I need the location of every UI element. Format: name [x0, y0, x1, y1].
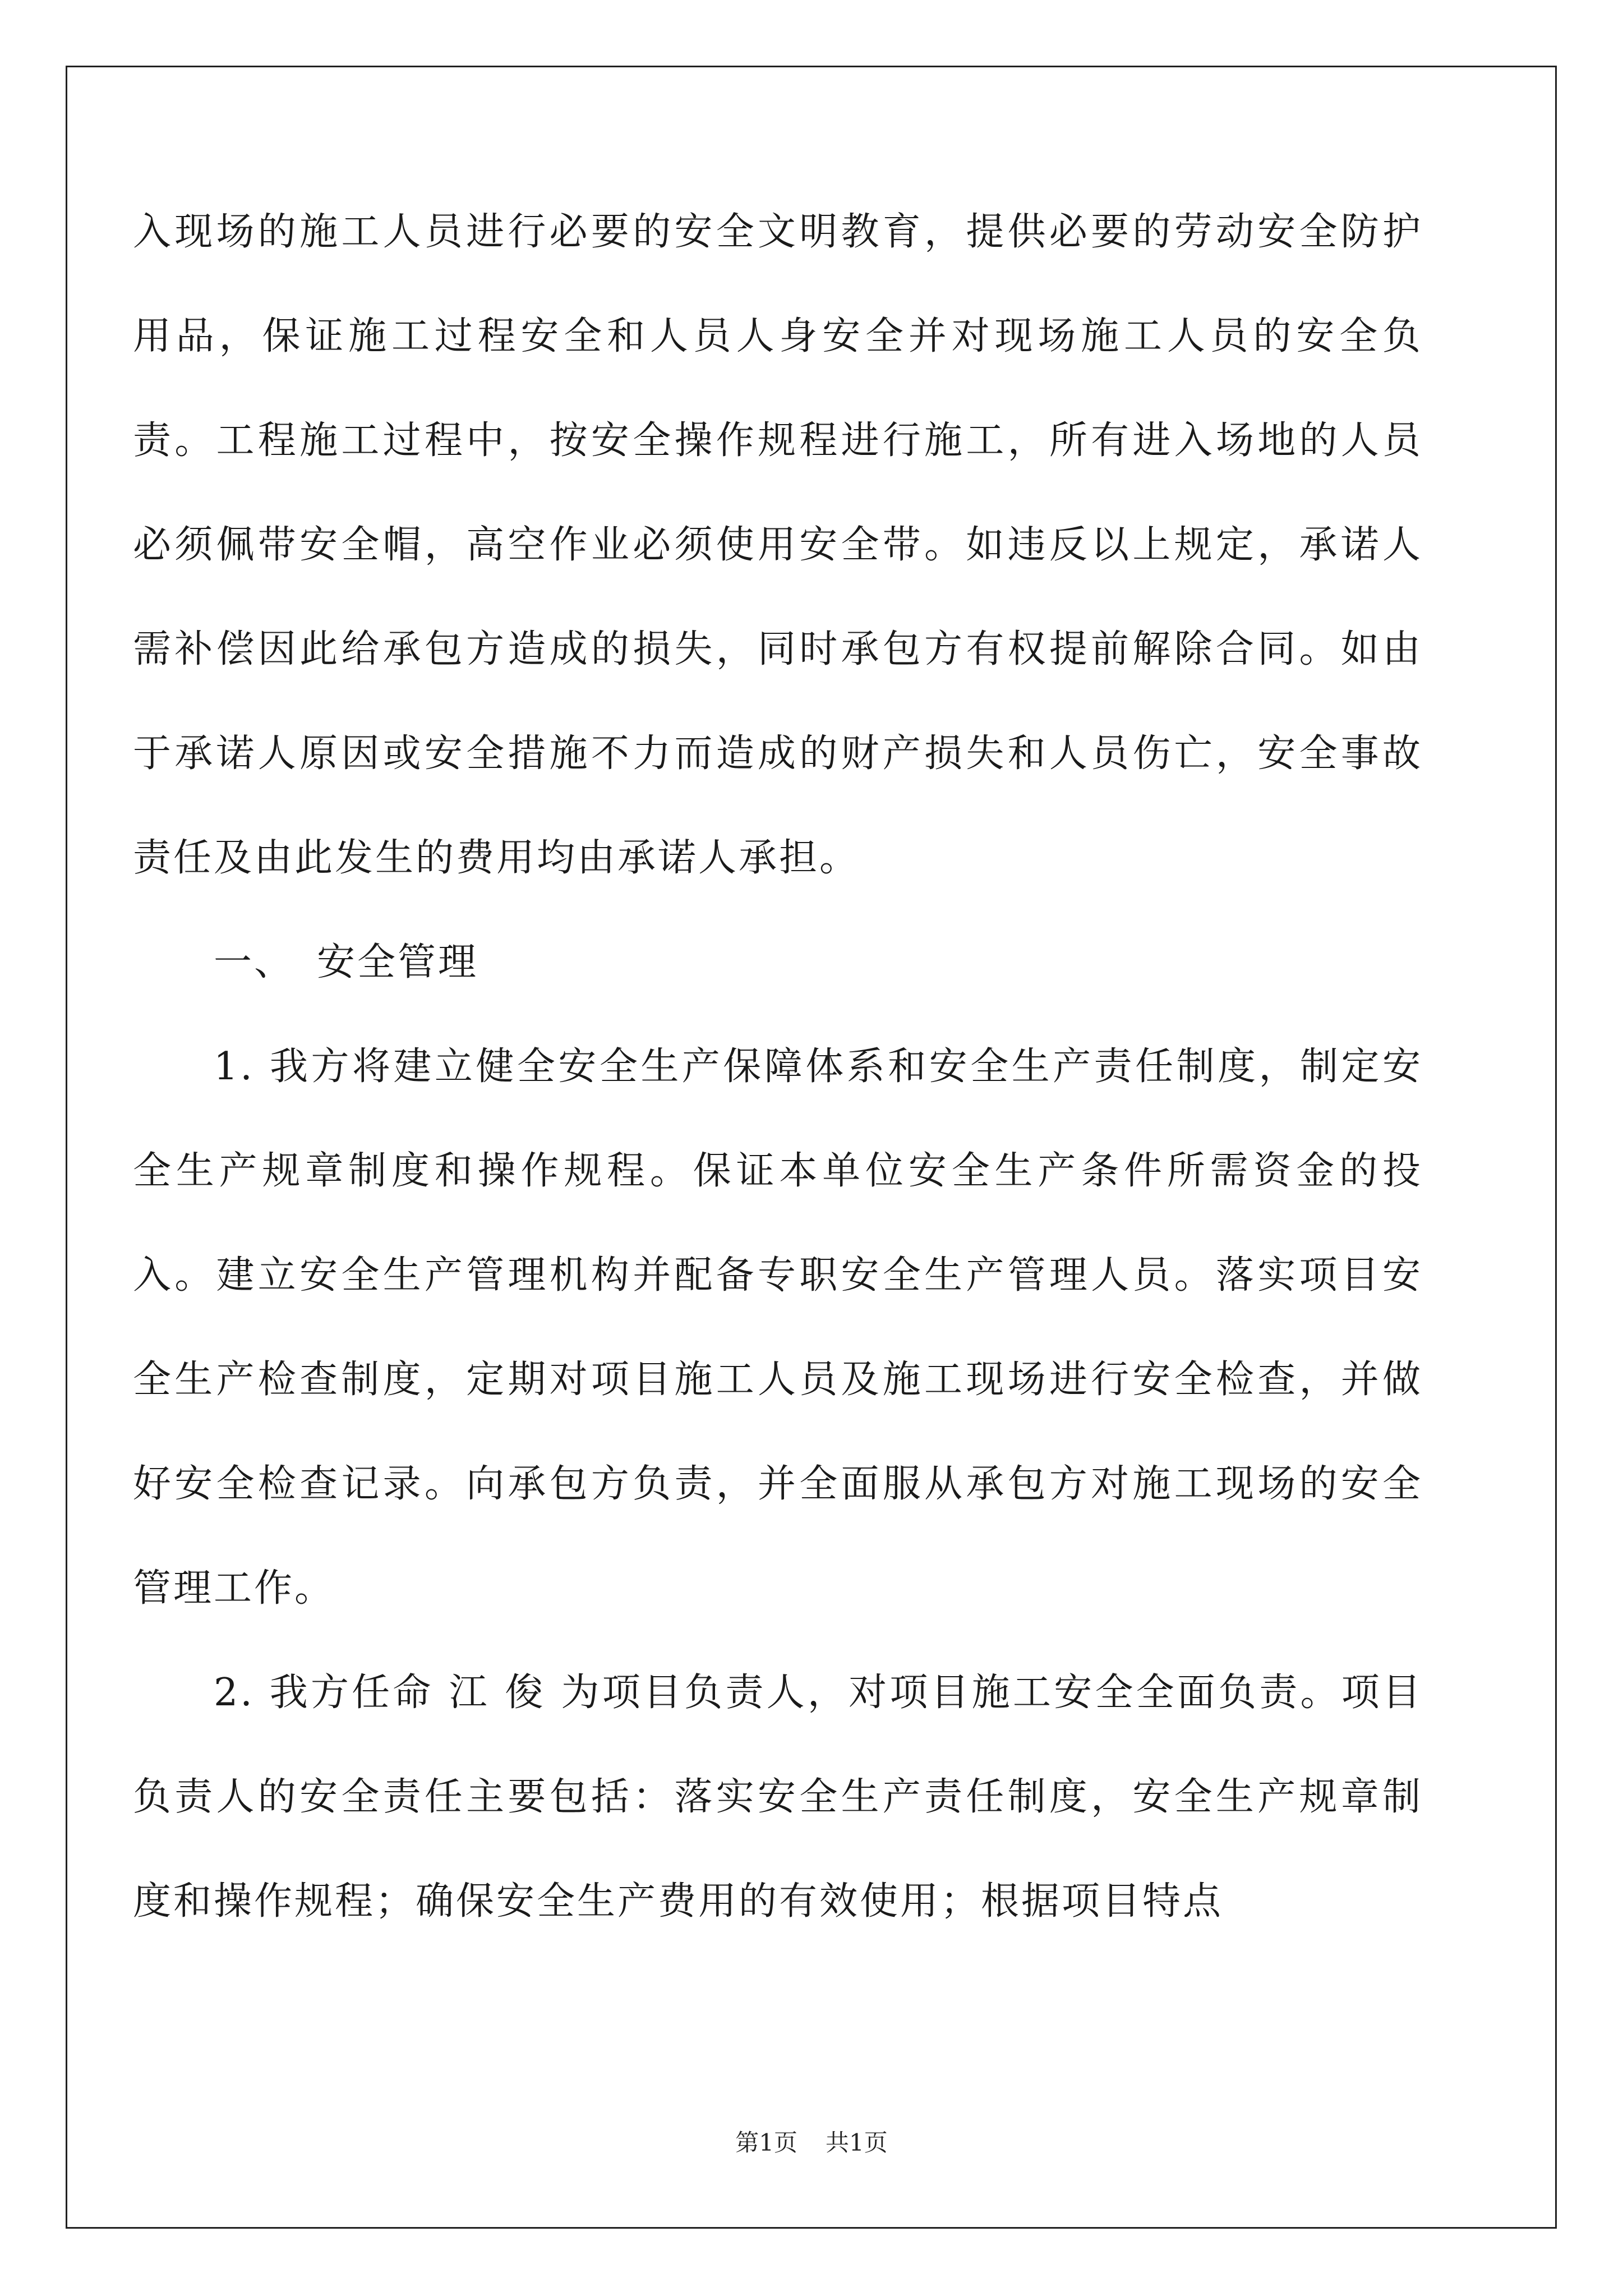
page-total: 共1页	[826, 2129, 888, 2156]
list-item-1: 1. 我方将建立健全安全生产保障体系和安全生产责任制度，制定安全生产规章制度和操作规程。保证本单位安全生产条件所需资金的投入。建立安全生产管理机构并配备专职安全生产管理人员。落实项目安全生产检查制度，定期对项目施工人员及施工现场进行安全检查，并做好安全检查记录。向承包方负责，并全面服从承包方对施工现场的安全管理工作。	[133, 1045, 1423, 1611]
list-item-2: 2. 我方任命 江 俊 为项目负责人，对项目施工安全全面负责。项目负责人的安全责任主要包括：落实安全生产责任制度，安全生产规章制度和操作规程；确保安全生产费用的有效使用；根据项目特点	[133, 1671, 1423, 1924]
document-body	[133, 180, 1423, 1954]
section-title: 安全管理	[317, 940, 479, 984]
section-heading	[133, 910, 1423, 1015]
paragraph-intro: 入现场的施工人员进行必要的安全文明教育，提供必要的劳动安全防护用品，保证施工过程安全和人员人身安全并对现场施工人员的安全负责。工程施工过程中，按安全操作规程进行施工，所有进入场地的人员必须佩带安全帽，高空作业必须使用安全带。如违反以上规定，承诺人需补偿因此给承包方造成的损失，同时承包方有权提前解除合同。如由于承诺人原因或安全措施不力而造成的财产损失和人员伤亡，安全事故责任及由此发生的费用均由承诺人承担。	[133, 210, 1423, 880]
section-number: 一、	[214, 940, 295, 984]
page-footer	[0, 2127, 1623, 2159]
page-number: 第1页	[735, 2129, 797, 2156]
